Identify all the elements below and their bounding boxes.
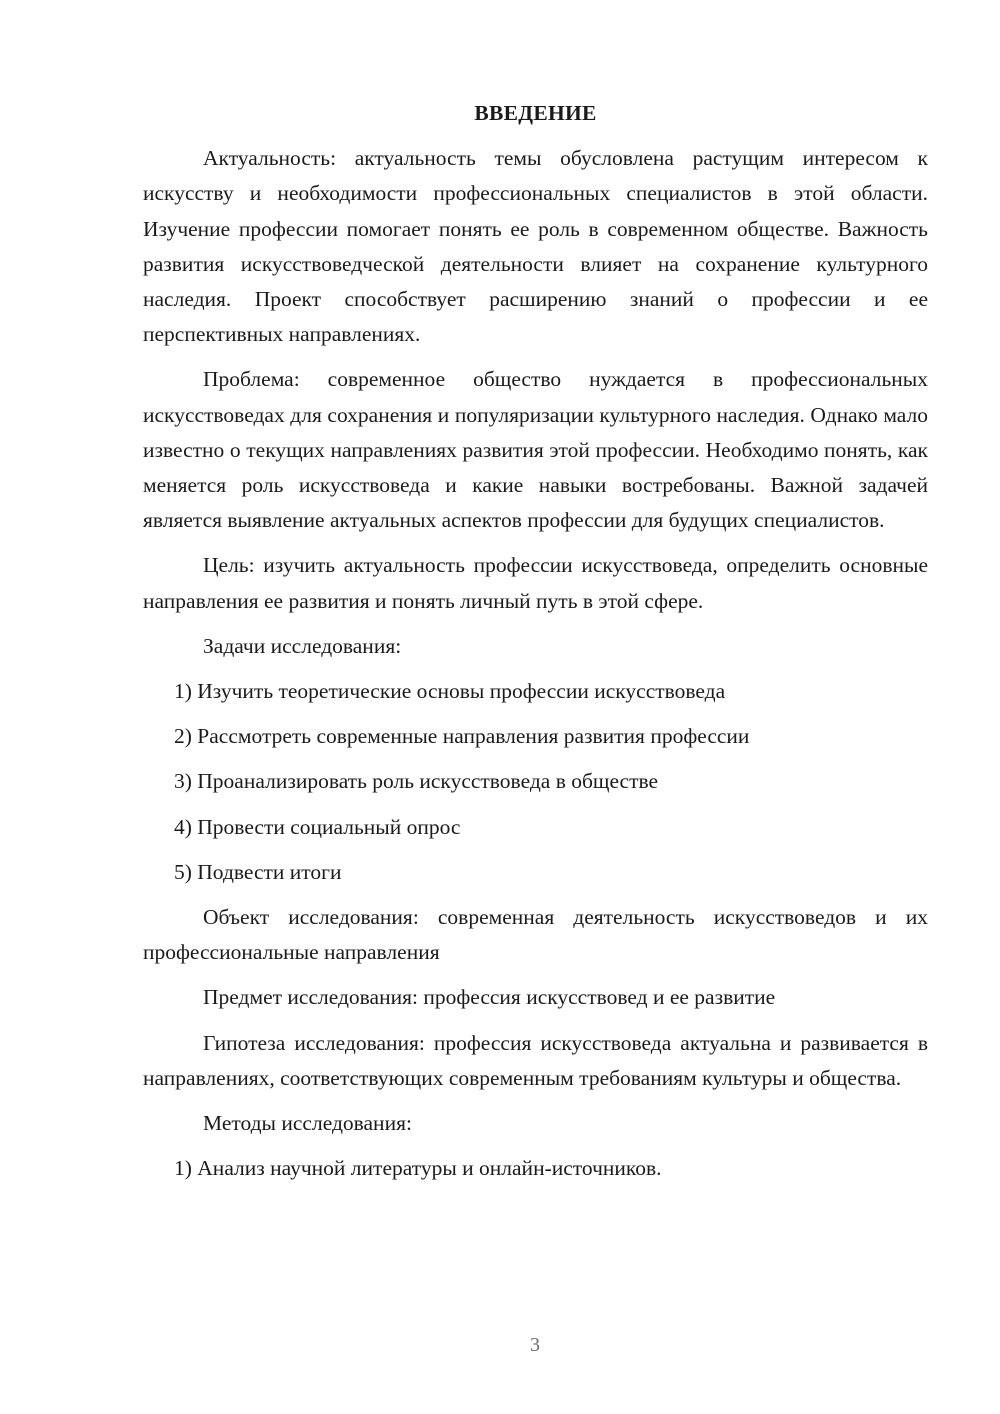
tasks-list <box>143 674 928 890</box>
methods-list <box>143 1151 928 1186</box>
goal-paragraph: Цель: изучить актуальность профессии искусствоведа, определить основные направления ее развития и понять личный путь в этой сфере. <box>143 553 928 613</box>
tasks-heading: Задачи исследования: <box>203 633 402 658</box>
hypothesis-paragraph: Гипотеза исследования: профессия искусствоведа актуальна и развивается в направлениях, соответствующих современным требованиям культуры и общества. <box>143 1030 928 1090</box>
list-item: 5) Подвести итоги <box>174 859 342 884</box>
list-item: 1) Изучить теоретические основы профессии искусствоведа <box>174 679 726 704</box>
list-item: 2) Рассмотреть современные направления развития профессии <box>174 724 750 749</box>
subject-paragraph: Предмет исследования: профессия искусствовед и ее развитие <box>203 985 776 1010</box>
section-title: ВВЕДЕНИЕ <box>474 101 597 125</box>
list-item: 4) Провести социальный опрос <box>174 814 461 839</box>
list-item: 3) Проанализировать роль искусствоведа в обществе <box>174 769 659 794</box>
problem-paragraph: Проблема: современное общество нуждается в профессиональных искусствоведах для сохранения и популяризации культурного наследия. Однако мало известно о текущих направлениях развития этой профессии. Необходимо понять, как меняется роль искусствоведа и какие навыки востребованы. Важной задачей является выявление актуальных аспектов профессии для будущих специалистов. <box>143 367 928 533</box>
list-item: 1) Анализ научной литературы и онлайн-источников. <box>174 1156 662 1181</box>
methods-heading: Методы исследования: <box>203 1111 412 1136</box>
document-page <box>143 96 928 1196</box>
relevance-paragraph: Актуальность: актуальность темы обусловлена растущим интересом к искусству и необходимости профессиональных специалистов в этой области. Изучение профессии помогает понять ее роль в современном обществе. Важность развития искусствоведческой деятельности влияет на сохранение культурного наследия. Проект способствует расширению знаний о профессии и ее перспективных направлениях. <box>143 146 928 347</box>
object-paragraph: Объект исследования: современная деятельность искусствоведов и их профессиональные направления <box>143 905 928 965</box>
page-number: 3 <box>530 1334 540 1356</box>
